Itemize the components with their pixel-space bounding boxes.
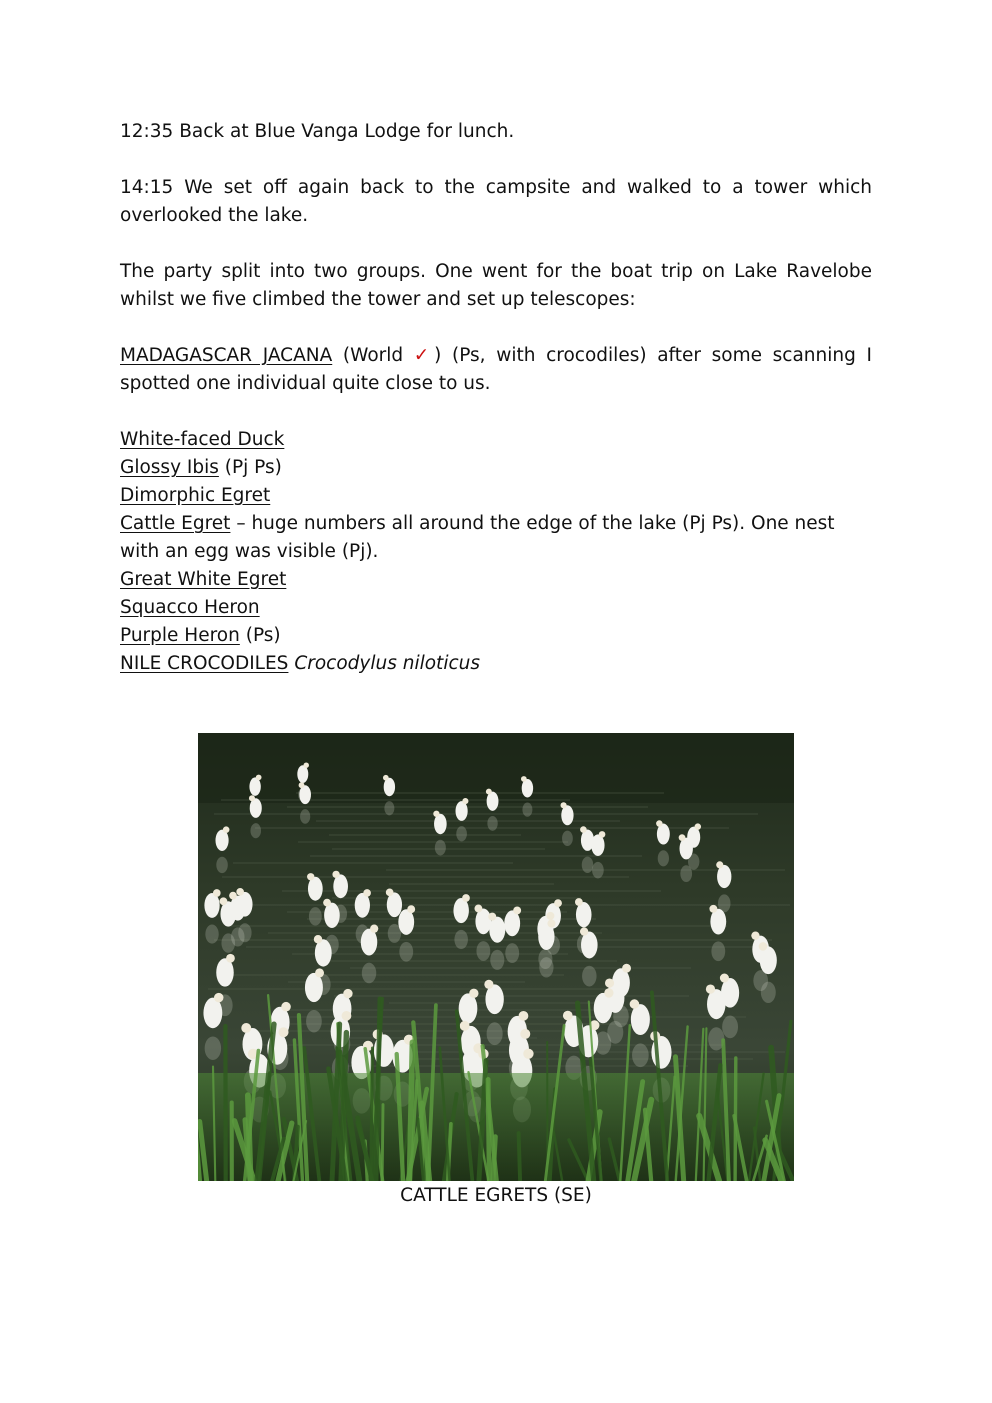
species-item [120,566,872,594]
species-name: Great White Egret [120,569,287,590]
entry-lunch: 12:35 Back at Blue Vanga Lodge for lunch. [120,121,515,142]
species-item [120,622,872,650]
species-note: – huge numbers all around the edge of the lake (Pj Ps). One nest with an egg was visible (Pj). [120,513,835,562]
check-icon: ✓ [413,345,435,366]
species-name: Dimorphic Egret [120,485,271,506]
egrets-photo [198,733,794,1181]
species-note: (Pj Ps) [218,457,282,478]
entry-afternoon: 14:15 We set off again back to the campsite and walked to a tower which overlooked the lake. [120,177,872,226]
species-item [120,426,872,454]
species-note: (Ps) [239,625,281,646]
entry-split: The party split into two groups. One went for the boat trip on Lake Ravelobe whilst we five climbed the tower and set up telescopes: [120,261,872,310]
species-name: Squacco Heron [120,597,260,618]
species-item [120,482,872,510]
species-item-crocodiles [120,650,872,678]
species-name: Cattle Egret [120,513,231,534]
species-item [120,594,872,622]
entry-jacana [120,342,872,398]
photo-caption: CATTLE EGRETS (SE) [400,1185,592,1206]
species-name: NILE CROCODILES [120,653,289,674]
species-item [120,510,872,566]
jacana-name: MADAGASCAR JACANA [120,345,333,366]
species-latin: Crocodylus niloticus [294,653,480,674]
species-item [120,454,872,482]
species-name: Glossy Ibis [120,457,219,478]
species-name: White-faced Duck [120,429,285,450]
jacana-rest: ) (Ps, with crocodiles) after some scanning I spotted one individual quite close to us. [120,345,872,394]
species-list [120,426,872,678]
document-body [120,118,872,678]
jacana-world: (World [332,345,414,366]
species-name: Purple Heron [120,625,240,646]
